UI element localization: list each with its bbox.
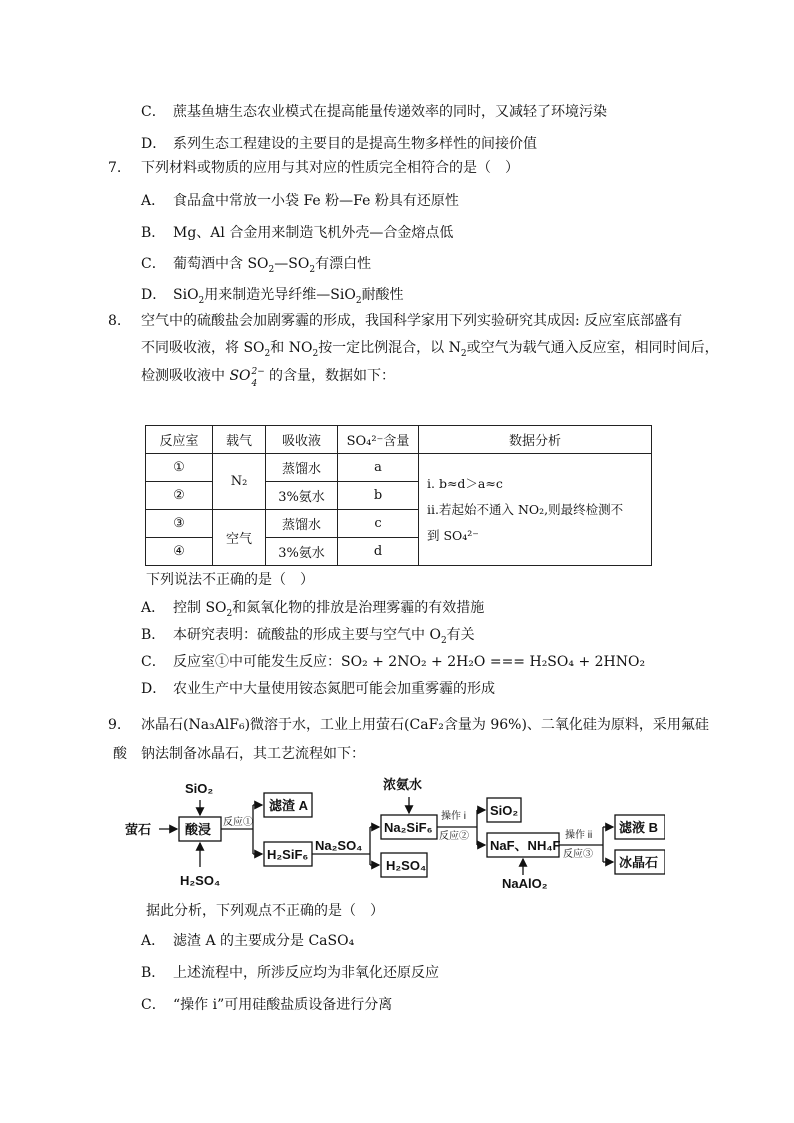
sulfate-ion-formula [229, 367, 265, 389]
acid-leach-label: 酸浸 [185, 822, 212, 837]
q6-option-d [141, 134, 537, 154]
table-cell: ④ [146, 538, 213, 566]
option-text: 食品盒中常放一小袋 Fe 粉—Fe 粉具有还原性 [173, 193, 459, 209]
option-text: 滤渣 A 的主要成分是 CaSO₄ [173, 933, 355, 949]
h2so4-in-label: H₂SO₄ [180, 873, 221, 888]
subscript: 4 [251, 379, 258, 389]
option-mark: B． [141, 225, 166, 241]
analysis-cell [419, 454, 652, 566]
filtrate-b-label: 滤液 B [619, 820, 659, 835]
table-cell: ③ [146, 510, 213, 538]
reaction2-label: 反应② [439, 831, 469, 842]
table-cell: 3%氨水 [266, 482, 338, 510]
table-cell: c [338, 510, 419, 538]
experiment-data-table [145, 425, 652, 566]
option-text: 耐酸性 [361, 287, 404, 303]
question-text: 冰晶石(Na₃AlF₆)微溶于水，工业上用萤石(CaF₂含量为 96%)、二氧化硅为原料，采用氟硅 [141, 717, 709, 733]
table-cell: 空气 [213, 510, 266, 566]
table-cell: ② [146, 482, 213, 510]
question-number: 7. [108, 160, 122, 176]
q9-option-a [141, 931, 354, 951]
subscript: 2 [226, 608, 233, 619]
cryolite-label: 冰晶石 [619, 855, 659, 870]
option-mark: D． [141, 681, 167, 697]
option-mark: C． [141, 997, 166, 1013]
na2sif6-label: Na₂SiF₆ [384, 820, 433, 835]
option-text: 反应室①中可能发生反应：SO₂ + 2NO₂ + 2H₂O === H₂SO₄ + 2HNO₂ [173, 654, 646, 670]
subscript: 2 [309, 264, 316, 275]
q7-option-b [141, 223, 453, 243]
option-text: 蔗基鱼塘生态农业模式在提高能量传递效率的同时，又减轻了环境污染 [173, 104, 607, 120]
subscript: 2 [268, 264, 275, 275]
q7-option-a [141, 191, 459, 211]
option-text: Mg、Al 合金用来制造飞机外壳—合金熔点低 [173, 225, 454, 241]
q6-option-c [141, 102, 607, 122]
question-text: 不同吸收液，将 SO [141, 340, 265, 356]
question-7-stem [108, 158, 519, 178]
residue-a-label: 滤渣 A [269, 798, 309, 813]
analysis-line: ⅰ. b≈d＞a≈c [427, 475, 503, 491]
option-text: 有漂白性 [315, 256, 372, 272]
option-mark: A． [141, 600, 166, 616]
table-header: 吸收液 [266, 426, 338, 454]
table-row [146, 454, 652, 482]
option-text: 葡萄酒中含 SO [173, 256, 269, 272]
option-text: 农业生产中大量使用铵态氮肥可能会加重雾霾的形成 [173, 681, 495, 697]
analysis-line: ⅱ.若起始不通入 NO₂,则最终检测不 [427, 501, 624, 517]
q9-option-c [141, 995, 392, 1015]
sio2-out-label: SiO₂ [490, 803, 519, 818]
option-mark: C． [141, 104, 166, 120]
table-header: 载气 [213, 426, 266, 454]
option-mark: B． [141, 965, 166, 981]
naf-nh4f-label: NaF、NH₄F [490, 838, 561, 853]
table-header: SO₄²⁻含量 [338, 426, 419, 454]
question-9-stem [108, 715, 709, 735]
table-cell: 3%氨水 [266, 538, 338, 566]
option-mark: B． [141, 627, 166, 643]
q8-option-b [141, 625, 475, 651]
question-8-ask: 下列说法不正确的是（ ） [146, 572, 314, 588]
h2so4-out-label: H₂SO₄ [386, 858, 427, 873]
option-text: —SO [274, 256, 310, 272]
question-8-line3 [141, 366, 395, 389]
question-8-stem [108, 311, 682, 331]
option-mark: A． [141, 933, 166, 949]
option-text: 上述流程中，所涉反应均为非氧化还原反应 [173, 965, 439, 981]
question-text: 检测吸收液中 [141, 368, 230, 384]
fluorite-label: 萤石 [125, 822, 152, 837]
question-text: 和 NO [270, 340, 313, 356]
option-text: SiO [173, 287, 199, 303]
ammonia-label: 浓氨水 [383, 777, 423, 792]
op2-label: 操作 ii [565, 830, 593, 841]
option-text: 用来制造光导纤维—SiO [204, 287, 356, 303]
question-number: 9. [108, 717, 122, 733]
subscript: 2 [355, 295, 362, 306]
naalo2-label: NaAlO₂ [502, 876, 548, 891]
q7-option-c [141, 254, 371, 280]
option-text: 有关 [446, 627, 475, 643]
ion-symbol: SO [229, 368, 251, 384]
question-text: 下列材料或物质的应用与其对应的性质完全相符合的是（ ） [141, 160, 519, 176]
option-mark: D． [141, 287, 167, 303]
subscript: 2 [460, 348, 467, 359]
na2so4-label: Na₂SO₄ [315, 838, 363, 853]
op1-label: 操作 i [441, 811, 466, 822]
table-cell: ① [146, 454, 213, 482]
table-cell: a [338, 454, 419, 482]
option-text: 本研究表明：硫酸盐的形成主要与空气中 O [173, 627, 441, 643]
question-number: 8. [108, 313, 122, 329]
question-text: 或空气为载气通入反应室，相同时间后， [466, 340, 719, 356]
question-text: 空气中的硫酸盐会加剧雾霾的形成，我国科学家用下列实验研究其成因: 反应室底部盛有 [141, 313, 683, 329]
option-mark: A． [141, 193, 166, 209]
q8-option-d [141, 679, 495, 699]
table-cell: d [338, 538, 419, 566]
subscript: 2 [264, 348, 271, 359]
process-flow-diagram [125, 775, 665, 895]
question-8-line2 [141, 338, 719, 364]
subscript: 2 [312, 348, 319, 359]
subscript: 2 [440, 635, 447, 646]
h2sif6-label: H₂SiF₆ [267, 847, 309, 862]
option-mark: C． [141, 654, 166, 670]
table-header: 数据分析 [419, 426, 652, 454]
option-text: 系列生态工程建设的主要目的是提高生物多样性的间接价值 [173, 136, 537, 152]
question-text: 按一定比例混合，以 N [318, 340, 461, 356]
option-mark: C． [141, 256, 166, 272]
option-text: 控制 SO [173, 600, 227, 616]
q8-option-c [141, 652, 645, 672]
q7-option-d [141, 285, 404, 311]
question-text: 的含量，数据如下： [264, 368, 395, 384]
table-cell: 蒸馏水 [266, 454, 338, 482]
table-header-row [146, 426, 652, 454]
option-mark: D． [141, 136, 167, 152]
table-cell: N₂ [213, 454, 266, 510]
option-text: “操作 i”可用硅酸盐质设备进行分离 [173, 997, 393, 1013]
reaction3-label: 反应③ [563, 849, 593, 860]
table-cell: b [338, 482, 419, 510]
table-header: 反应室 [146, 426, 213, 454]
option-text: 和氮氧化物的排放是治理雾霾的有效措施 [232, 600, 485, 616]
question-9-line2: 酸 钠法制备冰晶石，其工艺流程如下： [113, 746, 365, 762]
reaction1-label: 反应① [223, 817, 253, 828]
q8-option-a [141, 598, 484, 624]
superscript: 2− [251, 367, 265, 377]
table-cell: 蒸馏水 [266, 510, 338, 538]
question-9-ask: 据此分析，下列观点不正确的是（ ） [146, 903, 384, 919]
q9-option-b [141, 963, 439, 983]
analysis-line: 到 SO₄²⁻ [427, 527, 479, 543]
sio2-in-label: SiO₂ [185, 781, 214, 796]
subscript: 2 [198, 295, 205, 306]
